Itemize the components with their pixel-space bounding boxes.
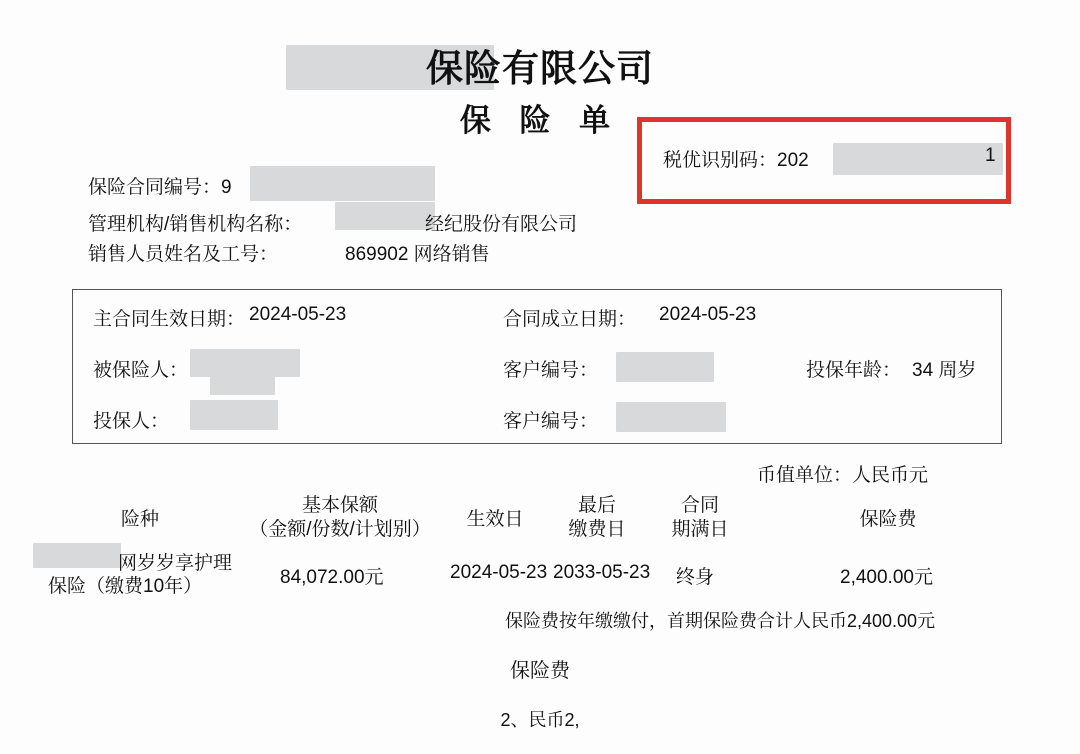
table-header-expiry — [660, 494, 740, 542]
table-header-last-payment-line2: 缴费日 — [568, 518, 626, 540]
insured-age-value: 34 周岁 — [912, 360, 977, 381]
customer-no-label-1: 客户编号： — [503, 360, 599, 381]
holder-label: 投保人： — [93, 411, 170, 432]
fee-section-title: 保险费 — [510, 660, 570, 682]
contract-no-label: 保险合同编号：9 — [88, 177, 232, 198]
table-header-basic-amount-line2: （金额/份数/计划别） — [249, 518, 431, 540]
insured-label: 被保险人： — [93, 360, 189, 381]
payment-note: 保险费按年缴缴付，首期保险费合计人民币2,400.00元 — [505, 611, 936, 631]
sign-date-value: 2024-05-23 — [659, 304, 757, 325]
effective-date-label: 主合同生效日期： — [93, 309, 246, 330]
table-header-premium: 保险费 — [859, 509, 917, 530]
table-row-product-name-line1: 网岁岁享护理 — [118, 553, 233, 574]
table-row-product-name-line2: 保险（缴费10年） — [48, 576, 203, 597]
redaction-holder-name — [190, 400, 278, 430]
table-header-basic-amount — [240, 494, 440, 542]
table-header-expiry-line2: 期满日 — [671, 518, 729, 540]
company-title: 保险有限公司 — [426, 48, 654, 89]
agency-label: 管理机构/销售机构名称： — [88, 214, 303, 235]
table-row-last-payment-date: 2033-05-23 — [553, 562, 651, 583]
tax-code-label: 税优识别码：202 — [663, 150, 809, 171]
redaction-customer-no-1 — [616, 352, 714, 382]
table-row-expiry: 终身 — [676, 567, 715, 588]
redaction-customer-no-2 — [616, 402, 726, 432]
sign-date-label: 合同成立日期： — [503, 309, 637, 330]
table-row-basic-amount: 84,072.00元 — [280, 567, 384, 588]
insured-age-label: 投保年龄： — [806, 360, 902, 381]
table-header-type: 险种 — [120, 509, 159, 530]
document-title: 保 险 单 — [459, 103, 621, 138]
fee-section-sub: 2、民币2, — [500, 710, 580, 730]
redaction-insured-name-b — [210, 373, 275, 395]
table-header-basic-amount-line1: 基本保额 — [301, 495, 378, 516]
table-row-premium: 2,400.00元 — [840, 567, 933, 588]
salesperson-value: 869902 网络销售 — [345, 244, 490, 265]
redaction-agency-name — [335, 202, 435, 230]
salesperson-label: 销售人员姓名及工号： — [88, 244, 279, 265]
agency-value: 经纪股份有限公司 — [425, 214, 578, 235]
table-header-effective-date: 生效日 — [466, 509, 524, 530]
currency-note: 币值单位：人民币元 — [757, 465, 929, 486]
effective-date-value: 2024-05-23 — [249, 304, 347, 325]
customer-no-label-2: 客户编号： — [503, 411, 599, 432]
redaction-tax-code — [833, 143, 1003, 175]
redaction-contract-no — [250, 166, 435, 201]
table-row-effective-date: 2024-05-23 — [450, 562, 548, 583]
table-header-last-payment-line1: 最后 — [577, 495, 616, 516]
redaction-product-brand — [33, 543, 121, 568]
table-header-expiry-line1: 合同 — [680, 495, 719, 516]
table-header-last-payment — [552, 494, 642, 542]
tax-code-suffix: 1 — [985, 145, 996, 166]
